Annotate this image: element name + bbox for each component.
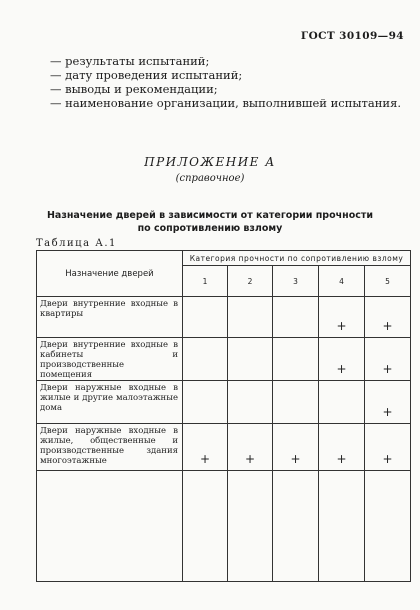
blank-cell [319, 471, 365, 582]
row-label: Двери внутренние входные в квартиры [37, 297, 183, 338]
list-item: — результаты испытаний; [50, 54, 210, 68]
table-label: Таблица А.1 [36, 238, 117, 249]
table-row [37, 338, 411, 381]
column-header-category: Категория прочности по сопротивлению взлому [183, 251, 411, 266]
column-header-number: 2 [228, 266, 273, 297]
door-category-table [36, 250, 411, 582]
category-mark: + [319, 338, 365, 381]
blank-cell [228, 471, 273, 582]
column-header-number: 4 [319, 266, 365, 297]
column-header-purpose: Назначение дверей [37, 251, 183, 297]
blank-cell [365, 471, 411, 582]
category-mark: + [365, 381, 411, 424]
blank-cell [273, 471, 319, 582]
column-header-number: 3 [273, 266, 319, 297]
category-mark [273, 297, 319, 338]
row-label: Двери наружные входные в жилые, общественные и производственные здания многоэтажные [37, 424, 183, 471]
blank-cell [37, 471, 183, 582]
table-heading-line: по сопротивлению взлому [137, 223, 283, 234]
category-mark: + [319, 424, 365, 471]
list-item: — выводы и рекомендации; [50, 82, 218, 96]
table-blank-extension [37, 471, 411, 582]
category-mark [183, 381, 228, 424]
list-item: — дату проведения испытаний; [50, 68, 243, 82]
category-mark [228, 381, 273, 424]
category-mark: + [228, 424, 273, 471]
appendix-subtitle: (справочное) [175, 173, 245, 184]
category-mark [183, 297, 228, 338]
column-header-number: 5 [365, 266, 411, 297]
category-mark: + [365, 424, 411, 471]
category-mark: + [273, 424, 319, 471]
category-mark [273, 381, 319, 424]
category-mark [228, 338, 273, 381]
column-header-number: 1 [183, 266, 228, 297]
appendix-title: ПРИЛОЖЕНИЕ А [144, 155, 276, 169]
list-item: — наименование организации, выполнившей испытания. [50, 96, 401, 110]
category-mark [319, 381, 365, 424]
blank-cell [183, 471, 228, 582]
category-mark [183, 338, 228, 381]
report-contents-list [50, 54, 401, 110]
category-mark: + [183, 424, 228, 471]
table-row [37, 381, 411, 424]
category-mark [273, 338, 319, 381]
row-label: Двери внутренние входные в кабинеты и производственные помещения [37, 338, 183, 381]
category-mark [228, 297, 273, 338]
category-mark: + [365, 338, 411, 381]
category-mark: + [365, 297, 411, 338]
category-mark: + [319, 297, 365, 338]
table-row [37, 297, 411, 338]
table-heading [0, 209, 420, 235]
standard-number: ГОСТ 30109—94 [300, 30, 404, 42]
table-row [37, 424, 411, 471]
table-heading-line: Назначение дверей в зависимости от категории прочности [46, 210, 374, 221]
row-label: Двери наружные входные в жилые и другие малоэтажные дома [37, 381, 183, 424]
